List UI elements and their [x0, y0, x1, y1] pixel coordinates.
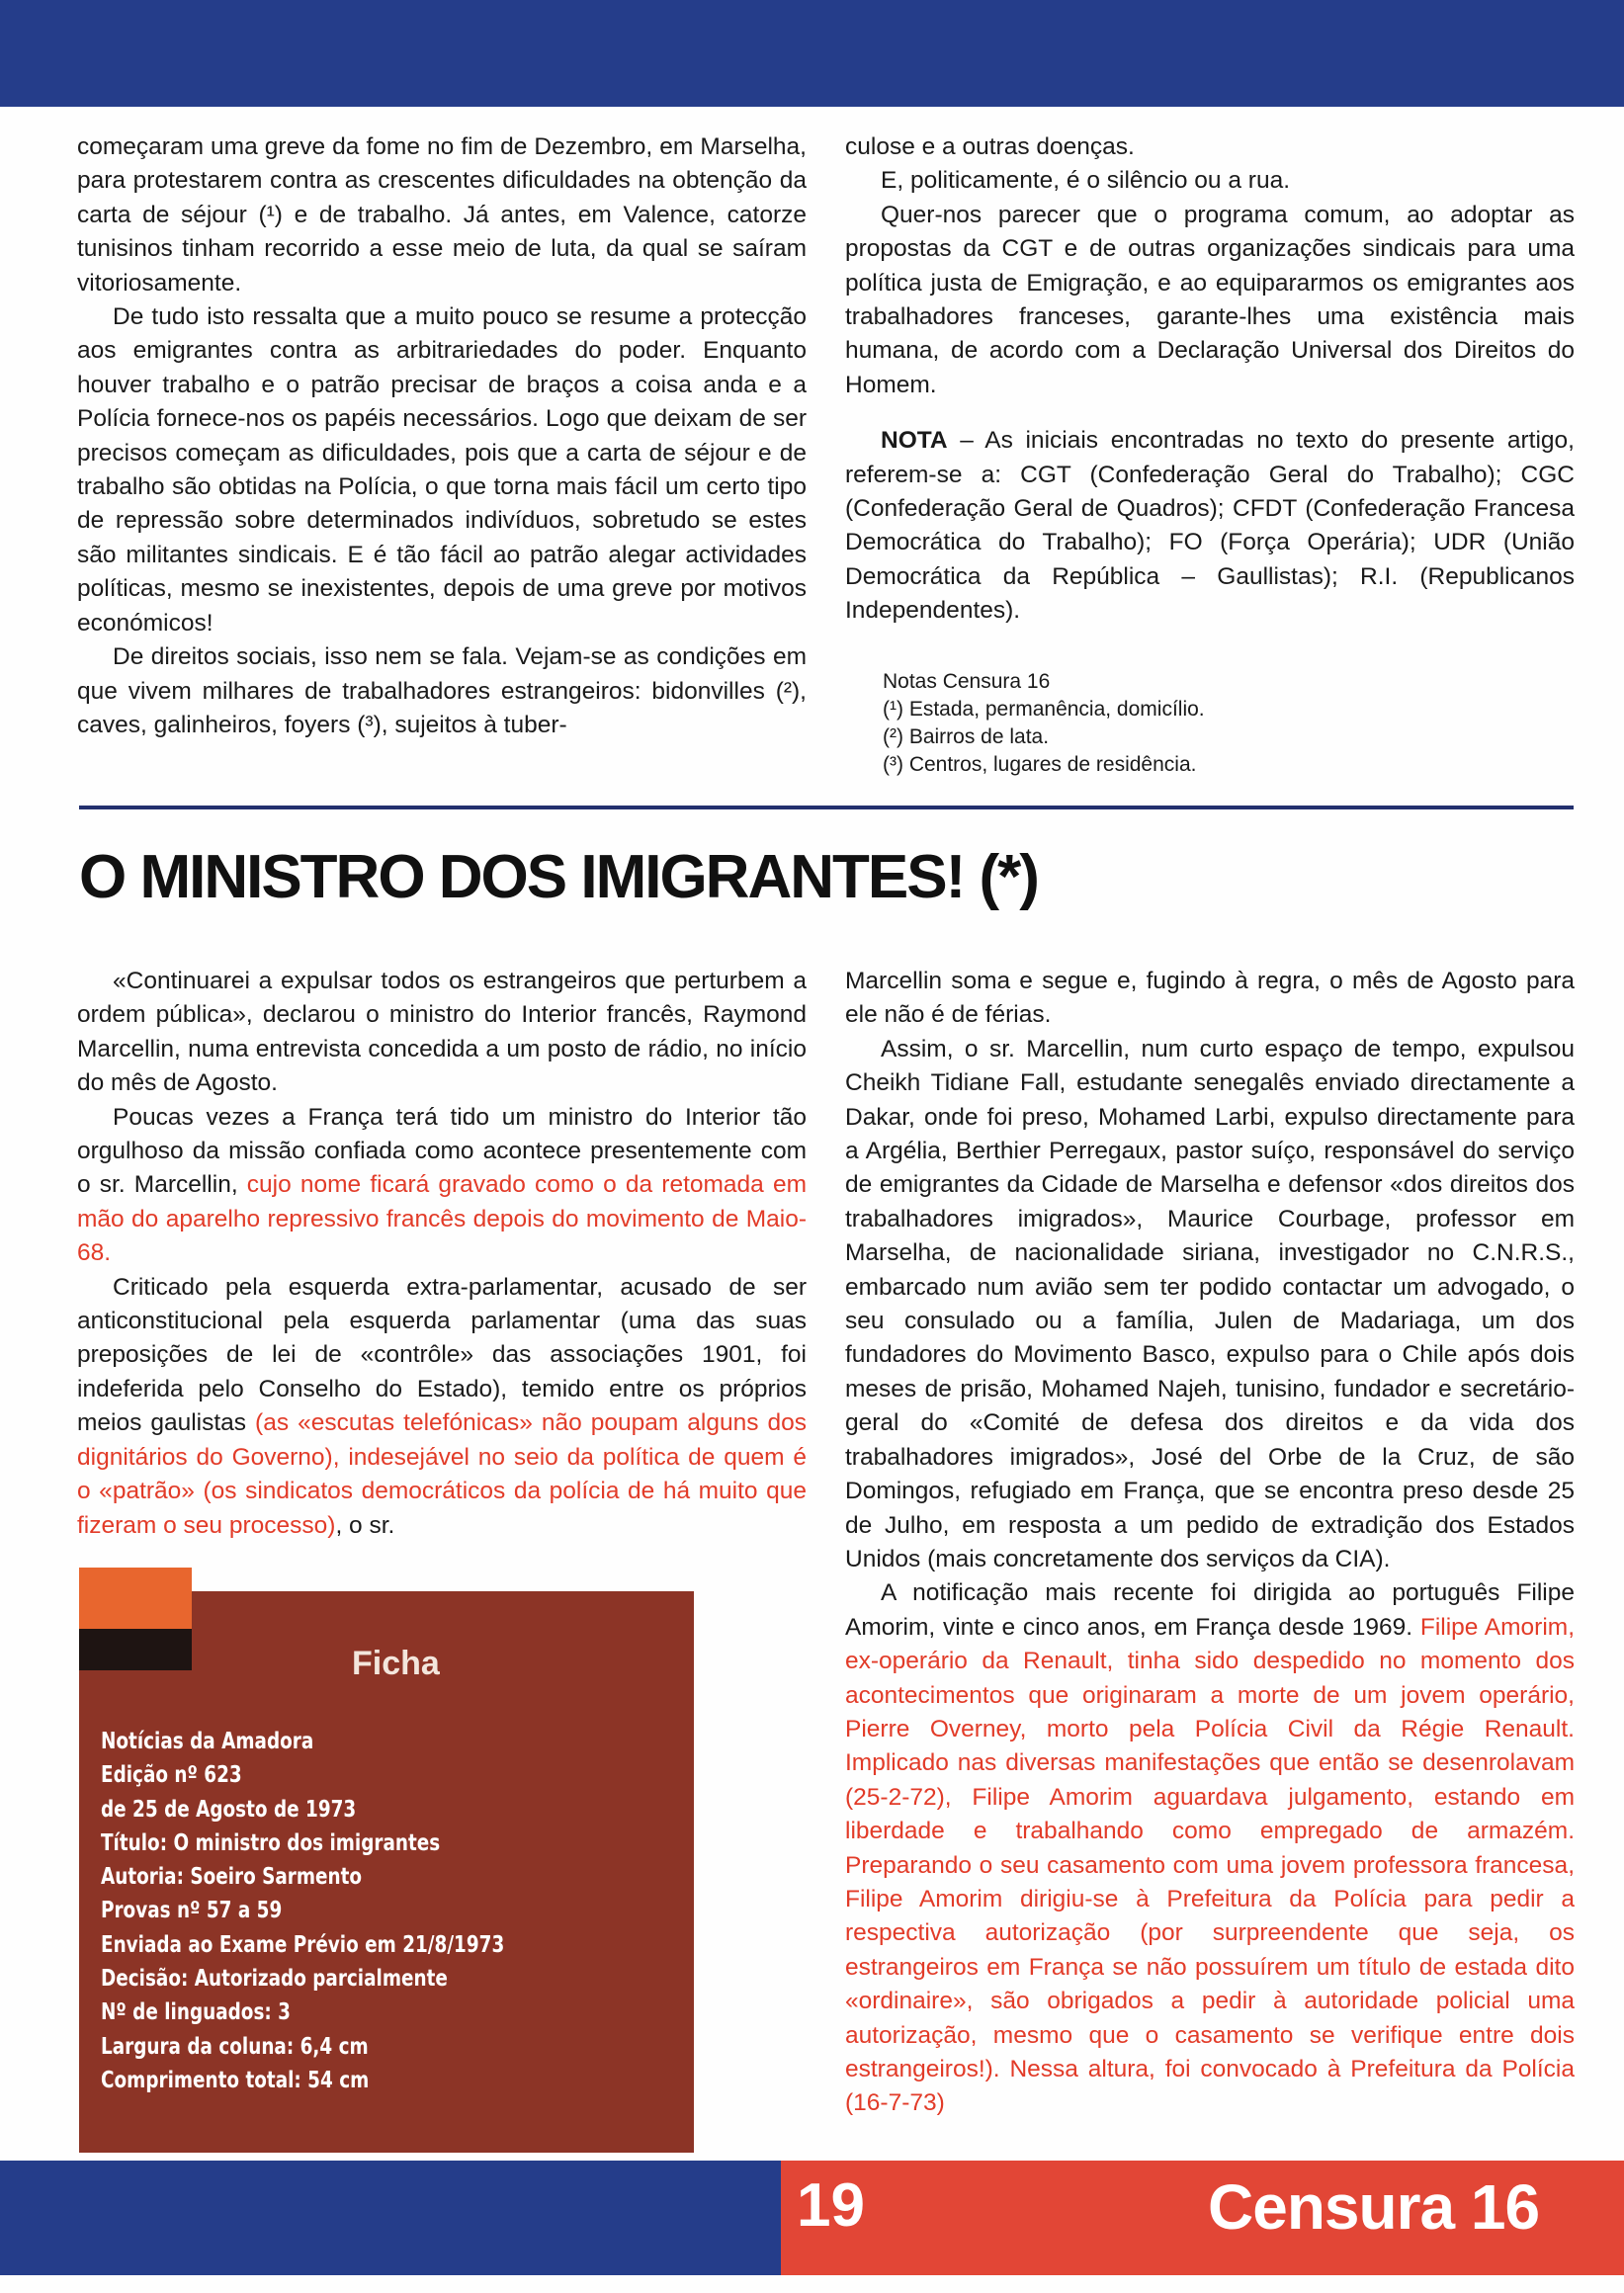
paragraph: começaram uma greve da fome no fim de Dezembro, em Marselha, para protestarem contra as crescentes dificuldades na obtenção da carta de séjour (¹) e de trabalho. Já antes, em Valence, catorze tunisinos tinham recorrido a esse meio de luta, da qual se saíram vitoriosamente. — [77, 133, 807, 297]
ficha-line: Edição nº 623 — [101, 1762, 242, 1789]
header-band — [0, 0, 1624, 107]
footnote: (²) Bairros de lata. — [883, 725, 1050, 748]
ficha-details — [101, 1725, 504, 2097]
top-right-column — [845, 130, 1575, 629]
ficha-line: Largura da coluna: 6,4 cm — [101, 2033, 369, 2060]
ficha-line: Nº de linguados: 3 — [101, 1999, 291, 2026]
ficha-line: Provas nº 57 a 59 — [101, 1898, 283, 1924]
ficha-line: Enviada ao Exame Prévio em 21/8/1973 — [101, 1931, 505, 1958]
paragraph: Marcellin soma e segue e, fugindo à regra, o mês de Agosto para ele não é de férias. — [845, 968, 1575, 1029]
article-headline: O MINISTRO DOS IMIGRANTES! (*) — [79, 843, 1038, 911]
paragraph: De tudo isto ressalta que a muito pouco se resume a protecção aos emigrantes contra as arbitrariedades do poder. Enquanto houver trabalho e o patrão precisar de braços a coisa anda e a Polícia fornece-nos os papéis necessários. Logo que deixam de ser precisos começam as dificuldades, pois que a carta de séjour e de trabalho são obtidas na Polícia, o que torna mais fácil um certo tipo de repressão sobre determinados indivíduos, sobretudo se estes são militantes sindicais. E é tão fácil ao patrão alegar actividades políticas, mesmo se inexistentes, depois de uma greve por motivos económicos! — [77, 303, 807, 637]
footnotes — [883, 668, 1318, 779]
paragraph: culose e a outras doenças. — [845, 133, 1135, 160]
nota-paragraph — [845, 424, 1575, 628]
text-run: Poucas vezes a França terá tido um ministro do Interior tão orgulhoso da missão confiada como acontece presentemente com o sr. Marcellin, — [77, 1103, 807, 1199]
highlighted-text: Filipe Amorim, ex-operário da Renault, tinha sido despedido no momento dos acontecimentos que originaram a morte de um jovem operário, Pierre Overney, morto pela Polícia Civil da Régie Renault. Implicado nas diversas manifestações que então se desenrolavam (25-2-72), Filipe Amorim aguardava julgamento, estando em liberdade e trabalhando como empregado de armazém. Preparando o seu casamento com uma jovem professora francesa, Filipe Amorim dirigiu-se à Prefeitura da Polícia para pedir a respectiva autorização (por surpreendente que seja, os estrangeiros em França se não possuírem um título de estada dito «ordinaire», são obrigados a pedir à autoridade policial uma autorização, mesmo que o casamento se verifique entre dois estrangeiros!). Nessa altura, foi convocado à Prefeitura da Polícia (16-7-73) — [845, 1613, 1576, 2117]
page-number: 19 — [797, 2171, 865, 2240]
paragraph — [77, 1271, 807, 1543]
text-run: , o sr. — [335, 1511, 395, 1539]
paragraph — [845, 1576, 1575, 2121]
text-run: Criticado pela esquerda extra-parlamentar, acusado de ser anticonstitucional pela esquerda parlamentar (uma das suas preposições de lei de «contrôle» das associações 1901, foi indeferida pelo Conselho do Estado), temido entre os próprios meios gaulistas — [77, 1273, 807, 1437]
section-divider — [79, 806, 1574, 809]
ficha-line: de 25 de Agosto de 1973 — [101, 1796, 357, 1823]
paragraph: Assim, o sr. Marcellin, num curto espaço de tempo, expulsou Cheikh Tidiane Fall, estudante senegalês enviado directamente a Dakar, onde foi preso, Mohamed Larbi, expulso directamente para a Argélia, Berthier Perregaux, pastor suíço, responsável do serviço de emigrantes da Cidade de Marselha e defensor «dos direitos dos trabalhadores imigrados», Maurice Courbage, professor em Marselha, de nacionalidade siriana, investigador no C.N.R.S., embarcado num avião sem ter podido contactar um advogado, o seu consulado ou a família, Julen de Madariaga, um dos fundadores do Movimento Basco, expulso para o Chile após dois meses de prisão, Mohamed Najeh, tunisino, fundador e secretário-geral do «Comité de defesa dos direitos e da vida dos trabalhadores imigrados», José del Orbe de la Cruz, de são Domingos, refugiado em França, que se encontra preso desde 25 de Julho, em resposta a um pedido de extradição dos Estados Unidos (mais concretamente dos serviços da CIA). — [845, 1035, 1575, 1572]
footer-band-blue — [0, 2161, 781, 2275]
nota-label: NOTA — [881, 427, 948, 455]
ficha-line: Comprimento total: 54 cm — [101, 2067, 370, 2093]
highlighted-text: (as «escutas telefónicas» não poupam alguns dos dignitários do Governo), indesejável no seio da política de quem é o «patrão» (os sindicatos democráticos da polícia de há muito que fizeram o seu processo) — [77, 1409, 807, 1539]
ficha-line: Autoria: Soeiro Sarmento — [101, 1864, 363, 1891]
highlighted-text: cujo nome ficará gravado como o da retomada em mão do aparelho repressivo francês depois do movimento de Maio-68. — [77, 1171, 807, 1267]
ficha-line: Notícias da Amadora — [101, 1729, 314, 1754]
article-right-column — [845, 965, 1575, 2121]
text-run: A notificação mais recente foi dirigida ao português Filipe Amorim, vinte e cinco anos, em França desde 1969. — [845, 1579, 1575, 1641]
publication-name: Censura 16 — [1208, 2171, 1540, 2243]
footnote: (¹) Estada, permanência, domicílio. — [883, 698, 1205, 721]
paragraph — [77, 1101, 807, 1271]
article-left-column — [77, 965, 807, 1543]
paragraph: E, politicamente, é o silêncio ou a rua. — [881, 167, 1291, 195]
paragraph: De direitos sociais, isso nem se fala. Vejam-se as condições em que vivem milhares de trabalhadores estrangeiros: bidonvilles (²), caves, galinheiros, foyers (³), sujeitos à tuber- — [77, 643, 807, 738]
ficha-accent-dark — [79, 1629, 192, 1670]
top-left-column — [77, 130, 807, 742]
ficha-line: Decisão: Autorizado parcialmente — [101, 1966, 448, 1993]
ficha-title: Ficha — [352, 1645, 440, 1682]
footnotes-title: Notas Censura 16 — [883, 670, 1051, 693]
ficha-box — [79, 1591, 694, 2153]
paragraph: Quer-nos parecer que o programa comum, ao adoptar as propostas da CGT e de outras organizações sindicais para uma política justa de Emigração, e ao equipararmos os emigrantes aos trabalhadores franceses, garante-lhes uma existência mais humana, de acordo com a Declaração Universal dos Direitos do Homem. — [845, 201, 1575, 398]
footnote: (³) Centros, lugares de residência. — [883, 753, 1197, 776]
paragraph: «Continuarei a expulsar todos os estrangeiros que perturbem a ordem pública», declarou o ministro do Interior francês, Raymond Marcellin, numa entrevista concedida a um posto de rádio, no início do mês de Agosto. — [77, 968, 807, 1097]
ficha-line: Título: O ministro dos imigrantes — [101, 1829, 441, 1856]
nota-text: – As iniciais encontradas no texto do presente artigo, referem-se a: CGT (Confederação Geral do Trabalho); CGC (Confederação Geral de Quadros); CFDT (Confederação Francesa Democrática do Trabalho); FO (Força Operária); UDR (União Democrática da República – Gaullistas); R.I. (Republicanos Independentes). — [845, 427, 1575, 625]
